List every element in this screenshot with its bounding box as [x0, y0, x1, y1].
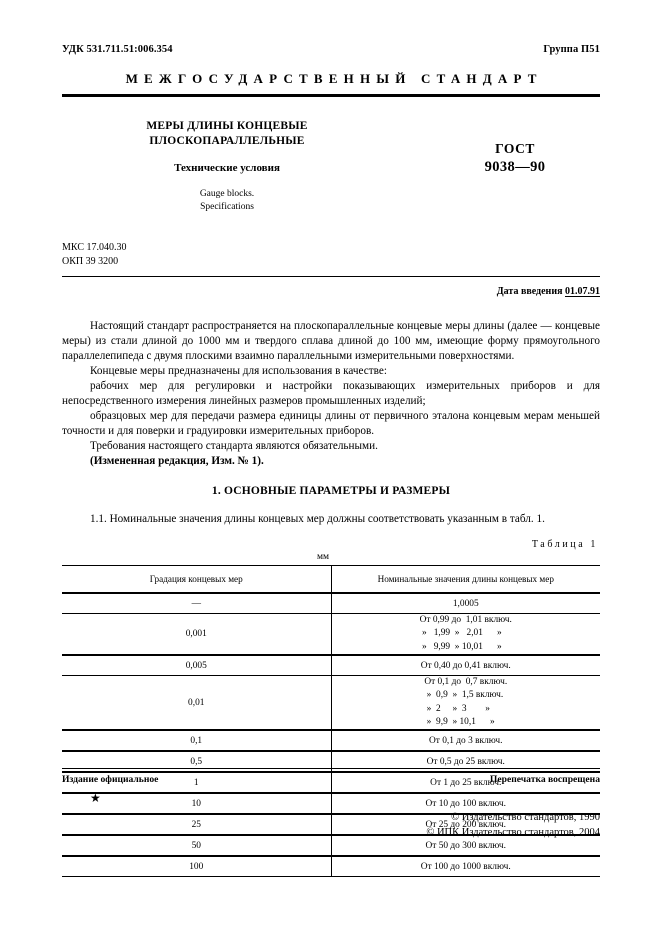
udk-code: УДК 531.711.51:006.354 [62, 44, 173, 55]
table-cell-nominal: От 0,40 до 0,41 включ. [331, 655, 600, 676]
table-cell-grade: 1 [62, 772, 331, 793]
table-cell-grade: 25 [62, 814, 331, 835]
introduction-date [62, 286, 600, 297]
table-cell-nominal: От 50 до 300 включ. [331, 835, 600, 856]
footer-top-row [62, 769, 600, 785]
table-cell-nominal [331, 614, 600, 656]
star-icon: ★ [90, 791, 101, 805]
section-heading-1: 1. ОСНОВНЫЕ ПАРАМЕТРЫ И РАЗМЕРЫ [211, 485, 451, 497]
document-title [62, 119, 392, 148]
table-row [62, 614, 600, 656]
table-cell-nominal: 1,0005 [331, 593, 600, 614]
clause-1-1: 1.1. Номинальные значения длины концевых мер должны соответствовать указанным в табл. 1. [90, 513, 545, 525]
copyright-line-2: © ИПК Издательство стандартов, 2004 [426, 827, 600, 839]
table-cell-grade: 10 [62, 793, 331, 814]
nominal-value-line: » 9,99 » 10,01 » [419, 641, 502, 652]
title-left-column [62, 119, 392, 213]
paragraph-reference-measures: образцовых мер для передачи размера единицы длины от первичного эталона концевым мерам меньшей точности и для поверки и градуировки измерительных приборов. [62, 410, 600, 437]
table-caption: Таблица 1 [531, 539, 598, 550]
nominal-value-line: От 0,99 до 1,01 включ. [419, 615, 512, 625]
table-cell-nominal: От 0,1 до 3 включ. [331, 730, 600, 751]
table-cell-grade: 100 [62, 856, 331, 877]
nominal-value-line: » 0,9 » 1,5 включ. [424, 690, 504, 701]
body-text [62, 319, 600, 469]
table-cell-nominal: От 100 до 1000 включ. [331, 856, 600, 877]
table-header-row [62, 566, 600, 594]
table-cell-nominal: От 25 до 200 включ. [331, 814, 600, 835]
document-title-line2: ПЛОСКОПАРАЛЛЕЛЬНЫЕ [149, 134, 305, 147]
nominal-value-stack [424, 676, 507, 729]
table-row [62, 655, 600, 676]
column-header-grade: Градация концевых мер [62, 566, 331, 594]
paragraph-purpose-intro: Концевые меры предназначены для использования в качестве: [90, 365, 387, 377]
nominal-value-line: » 9,9 » 10,1 » [424, 717, 495, 728]
table-cell-grade: 0,1 [62, 730, 331, 751]
footer-official-edition: Издание официальное [62, 774, 159, 785]
classification-codes [62, 241, 600, 268]
table-cell-grade: 0,005 [62, 655, 331, 676]
group-code: Группа П51 [543, 44, 600, 55]
paragraph-mandatory: Требования настоящего стандарта являются обязательными. [90, 440, 378, 452]
document-subtitle: Технические условия [174, 162, 280, 175]
table-unit-label: мм [317, 552, 330, 562]
codes-divider [62, 276, 600, 277]
introduction-date-value: 01.07.91 [565, 286, 600, 297]
gost-label: ГОСТ [495, 141, 535, 156]
copyright-block [62, 810, 600, 840]
table-row [62, 730, 600, 751]
table-cell-nominal [331, 676, 600, 731]
nominal-value-line: » 1,99 » 2,01 » [419, 628, 502, 639]
table-cell-grade: 0,001 [62, 614, 331, 656]
header-divider [62, 94, 600, 97]
paragraph-scope: Настоящий стандарт распространяется на плоскопараллельные концевые меры длины (далее — концевые меры) из стали длиной до 1000 мм и твердого сплава длиной до 100 мм, имеющие форму прямоугольного параллелепипеда с двумя плоскими взаимно параллельными измерительными поверхностями. [62, 320, 600, 362]
title-block [62, 119, 600, 231]
english-title-line2: Specifications [200, 201, 254, 212]
gost-number: 9038—90 [484, 159, 546, 176]
introduction-date-label: Дата введения [496, 286, 563, 297]
copyright-line-1: © Издательство стандартов, 1990 [451, 812, 600, 823]
nominal-value-line: От 0,1 до 0,7 включ. [424, 677, 508, 688]
table-cell-nominal: От 1 до 25 включ. [331, 772, 600, 793]
table-cell-grade: 0,5 [62, 751, 331, 772]
table-cell-grade: 0,01 [62, 676, 331, 731]
document-title-line1: МЕРЫ ДЛИНЫ КОНЦЕВЫЕ [146, 120, 308, 132]
table-row [62, 593, 600, 614]
standard-type-heading: МЕЖГОСУДАРСТВЕННЫЙ СТАНДАРТ [125, 71, 543, 86]
table-cell-nominal: От 10 до 100 включ. [331, 793, 600, 814]
paragraph-working-measures: рабочих мер для регулировки и настройки показывающих измерительных приборов и для непосредственного измерения линейных размеров промышленных изделий; [62, 380, 600, 407]
mks-code: МКС 17.040.30 [62, 242, 127, 253]
nominal-value-line: » 2 » 3 » [424, 703, 490, 714]
nominal-value-stack [420, 614, 512, 654]
page-content [62, 44, 600, 877]
english-title [62, 188, 392, 213]
table-cell-grade: 50 [62, 835, 331, 856]
page-footer [62, 768, 600, 840]
table-row [62, 856, 600, 877]
footer-reprint-prohibited: Перепечатка воспрещена [489, 774, 600, 785]
table-cell-nominal: От 0,5 до 25 включ. [331, 751, 600, 772]
gost-designation [440, 140, 590, 178]
table-cell-grade: — [62, 593, 331, 614]
english-title-line1: Gauge blocks. [199, 189, 255, 200]
paragraph-revision-note: (Измененная редакция, Изм. № 1). [90, 455, 264, 467]
column-header-nominal: Номинальные значения длины концевых мер [331, 566, 600, 594]
okp-code: ОКП 39 3200 [62, 255, 119, 267]
header-row [62, 44, 600, 55]
table-row [62, 676, 600, 731]
